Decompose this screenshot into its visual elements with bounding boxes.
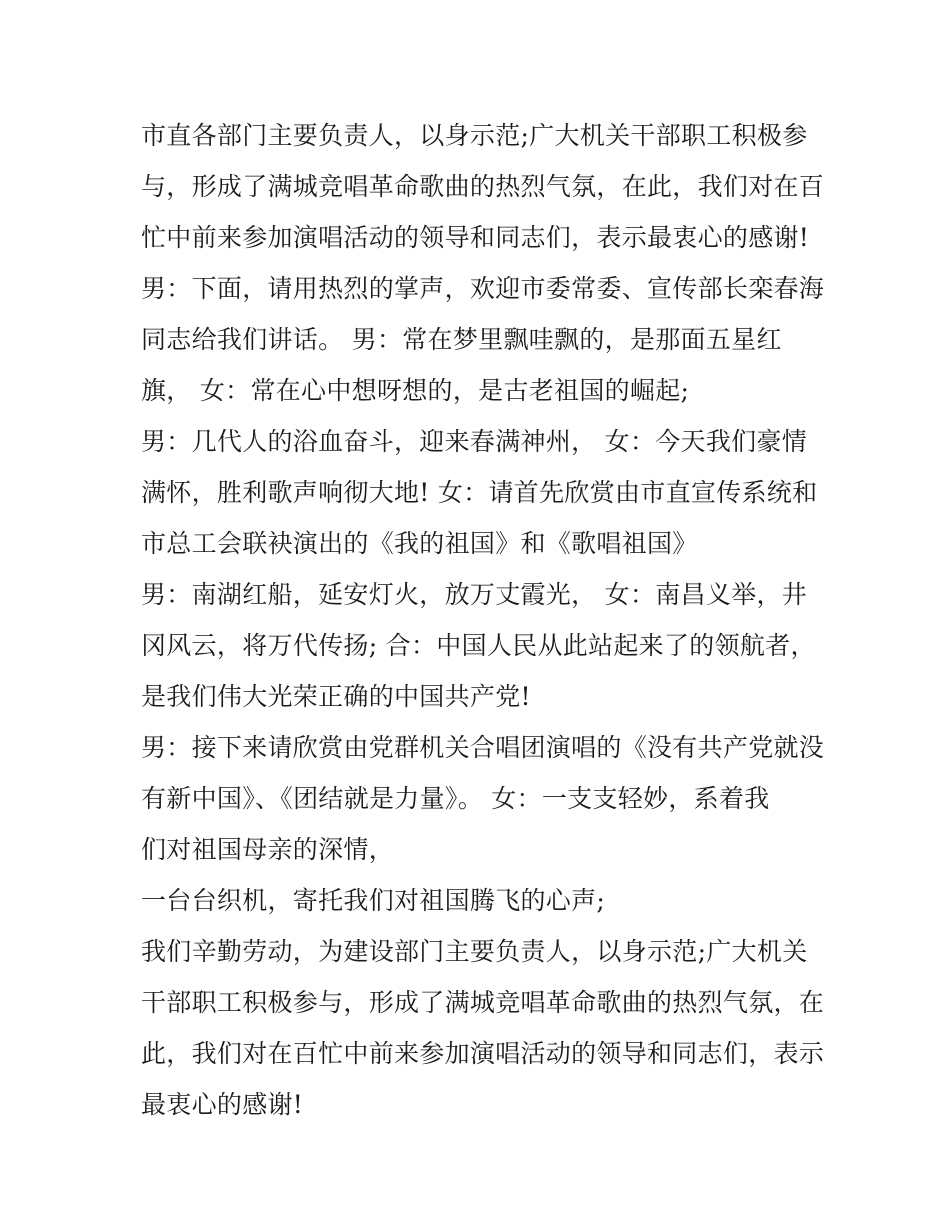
text-line: 冈风云，将万代传扬; 合：中国人民从此站起来了的领航者， — [141, 631, 816, 660]
text-line: 我们辛勤劳动，为建设部门主要负责人，以身示范;广大机关 — [141, 937, 808, 966]
text-line: 满怀，胜利歌声响彻大地! 女：请首先欣赏由市直宣传系统和 — [141, 478, 818, 507]
text-line: 忙中前来参加演唱活动的领导和同志们，表示最衷心的感谢! — [141, 223, 810, 252]
document-body — [141, 110, 825, 1130]
text-line: 是我们伟大光荣正确的中国共产党! — [141, 682, 531, 711]
text-line: 男：下面，请用热烈的掌声，欢迎市委常委、宣传部长栾春海 — [141, 274, 825, 303]
text-line: 旗， 女：常在心中想呀想的，是古老祖国的崛起; — [141, 376, 690, 405]
text-line: 与，形成了满城竞唱革命歌曲的热烈气氛，在此，我们对在百 — [141, 172, 825, 201]
text-line: 市总工会联袂演出的《我的祖国》和《歌唱祖国》 — [141, 529, 698, 558]
text-line: 此，我们对在百忙中前来参加演唱活动的领导和同志们，表示 — [141, 1039, 825, 1068]
text-line: 市直各部门主要负责人，以身示范;广大机关干部职工积极参 — [141, 121, 808, 150]
text-line: 有新中国》、《团结就是力量》。 女：一支支轻妙，系着我 — [141, 784, 770, 813]
text-line: 男：几代人的浴血奋斗，迎来春满神州， 女：今天我们豪情 — [141, 427, 808, 456]
text-line: 男：南湖红船，延安灯火，放万丈霞光， 女：南昌义举，井 — [141, 580, 808, 609]
text-line: 们对祖国母亲的深情， — [141, 835, 395, 864]
text-line: 一台台织机，寄托我们对祖国腾飞的心声; — [141, 886, 606, 915]
text-line: 干部职工积极参与，形成了满城竞唱革命歌曲的热烈气氛，在 — [141, 988, 825, 1017]
text-line: 同志给我们讲话。 男：常在梦里飘哇飘的，是那面五星红 — [141, 325, 782, 354]
text-line: 男：接下来请欣赏由党群机关合唱团演唱的《没有共产党就没 — [141, 733, 825, 762]
text-line: 最衷心的感谢! — [141, 1090, 304, 1119]
